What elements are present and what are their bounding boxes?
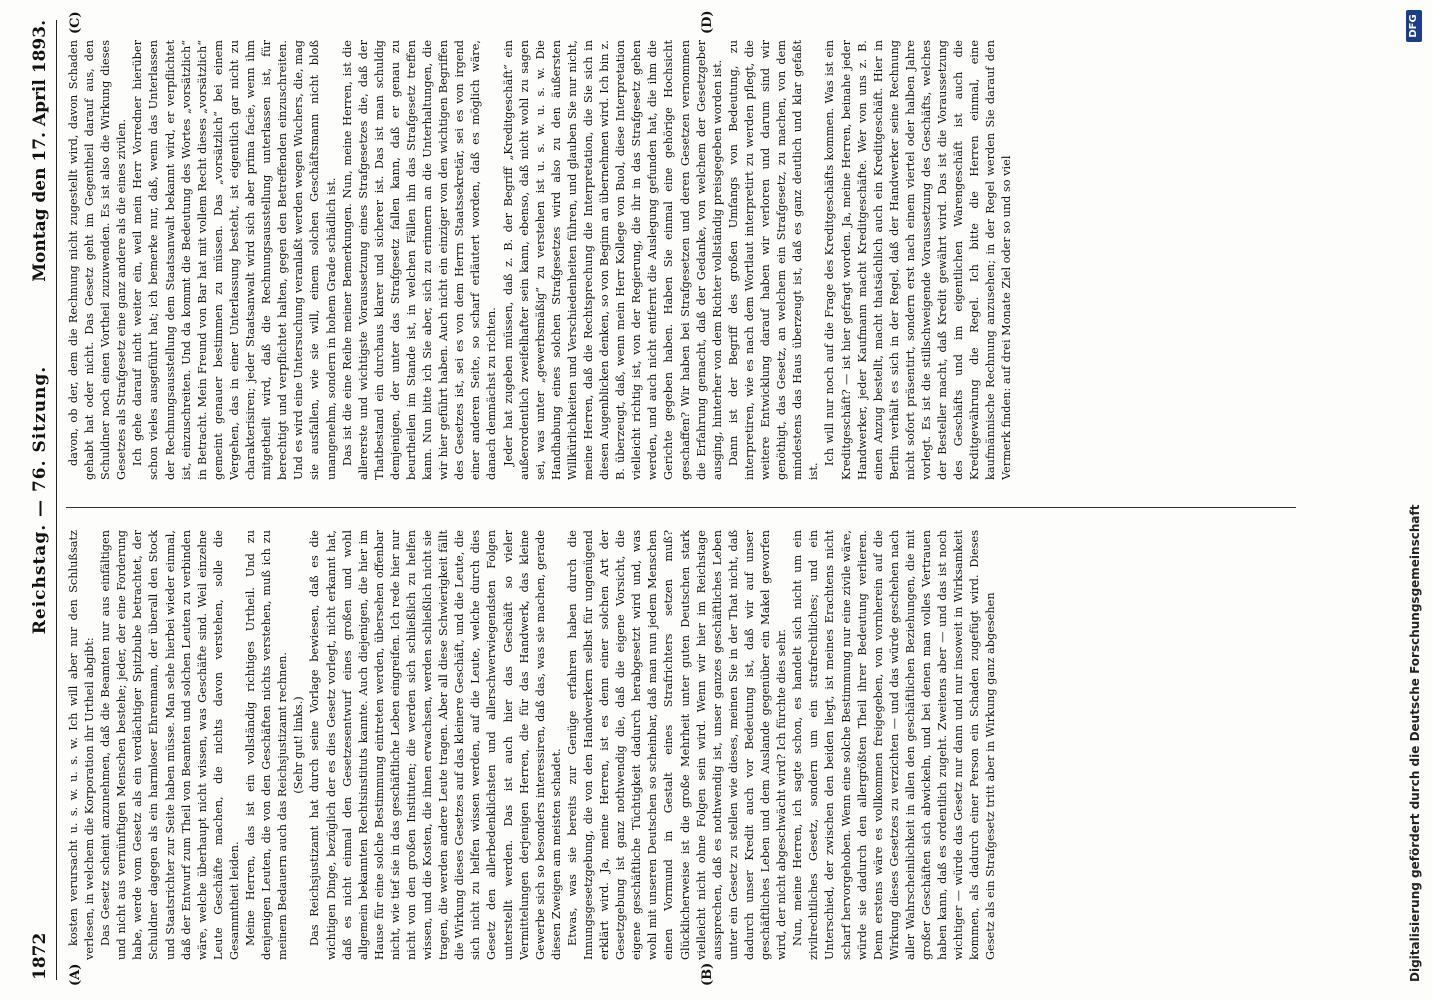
session-date: Montag den 17. April 1893.	[30, 20, 50, 282]
paragraph: Ich will nur noch auf die Frage des Kreditgeschäfts kommen. Was ist ein Kreditgeschäft? — ist hier gefragt worden. Ja, meine Herren, beinahe jeder Handwerker, jeder Kaufmann macht Kreditgeschäfte. Wer von uns z. B. einen Anzug bestellt, macht thatsächlich auch ein Kreditgeschäft. Hier in Berlin verhält es sich in der Regel, daß der Handwerker seine Rechnung nicht sofort präsentirt, sondern erst nach einem viertel oder halben Jahre vorlegt. Es ist die stillschweigende Voraussetzung des Geschäfts, welches der Besteller macht, daß Kredit gewährt wird. Das ist die Voraussetzung des Geschäfts und im eigentlichen Warengeschäft ist auch die Kreditgewährung die Regel. Ich bitte die Herren einmal, eine kaufmännische Rechnung anzusehen; in der Regel werden Sie darauf den Vermerk finden: auf drei Monate Ziel oder so und so viel	[823, 40, 1014, 480]
funding-credit: Digitalisierung gefördert durch die Deutsche Forschungsgemeinschaft	[1408, 504, 1422, 982]
session-title: Reichstag. — 76. Sitzung.	[30, 365, 50, 635]
paragraph: Jeder hat zugeben müssen, daß z. B. der Begriff „Kreditgeschäft“ ein außerordentlich zweifelhafter sein kann, ebenso, daß nicht wohl zu sagen sei, was unter „gewerbsmäßig“ zu verstehen ist u. s. w. u. s. w. Die Handhabung eines solchen Strafgesetzes wird also zu den äußersten Willkürlichkeiten und Verschiedenheiten führen, und glauben Sie nur nicht, meine Herren, daß die Rechtsprechung die Interpretation, die Sie sich in diesen Augenblicken denken, so von Beginn an übernehmen wird. Ich bin z. B. überzeugt, daß, wenn mein Herr Kollege von Buol, diese Interpretation vielleicht richtig ist, von der Regierung, die ihr in das Strafgesetz gehen werden, und auch nicht entfernt die Auslegung gefunden hat, die ihm die Gerichte gegeben haben. Haben Sie einmal eine gehörige Hochsicht geschaffen? Wir haben bei Strafgesetzen und deren Gesetzen vernommen die Erfahrung gemacht, daß der Gedanke, von welchem der Gesetzgeber ausging, hinterher von dem Richter vollständig preisgegeben worden ist.	[501, 40, 724, 480]
margin-mark-c: (C)	[68, 11, 83, 34]
digitization-footer	[1402, 0, 1428, 1000]
paragraph: davon, ob der, dem die Rechnung nicht zugestellt wird, davon Schaden gehabt hat oder nicht. Das Gesetz geht im Gegentheil darauf aus, den Schuldner noch einen Vortheil zuzuwenden. Es ist also die Wirkung dieses Gesetzes als Strafgesetz eine ganz andere als die eines zivilen.	[67, 40, 129, 480]
paragraph: Etwas, was sie bereits zur Genüge erfahren haben durch die Innungsgesetzgebung, die von den Handwerkern selbst für ungenügend erklärt wird. Ja, meine Herren, ist es denn einer solchen Art der Gesetzgebung ist ganz nothwendig die, daß die eigene Vorsicht, die eigene geschäftliche Tüchtigkeit dadurch herabgesetzt wird und, was wohl mit unseren Deutschen so scheinbar, daß man nun jedem Menschen einen Vormund in Gestalt eines Strafrichters setzen muß? Glücklicherweise ist die große Mehrheit unter guten Deutschen stark vielleicht nicht ohne Folgen sein wird. Wenn wir hier im Reichstage aussprechen, daß es nothwendig ist, unser ganzes geschäftliches Leben unter ein Gesetz zu stellen wie dieses, meinen Sie in der That nicht, daß dadurch unser Kredit auch vor Bedeutung ist, daß wir auf unser geschäftliches Leben und dem Auslande gegenüber ein Makel geworfen wird, der nicht abgeschwächt wird? Ich fürchte dies sehr.	[565, 530, 789, 960]
text-column-left	[66, 530, 1296, 960]
margin-mark-b: (B)	[700, 962, 715, 986]
paragraph: Ich gehe darauf nicht weiter ein, weil mein Herr Vorredner hierüber schon vieles ausgeführt hat; ich bemerke nur, daß, wenn das Unterlassen der Rechnungsausstellung dem Staatsanwalt bekannt wird, er verpflichtet ist, einzuschreiten. Und da kommt die Bedeutung des Wortes „vorsätzlich“ in Betracht. Mein Freund von Bar hat mit vollem Recht dieses „vorsätzlich“ gemeint genauer bestimmen zu müssen. Das „vorsätzlich“ bei einem Vergehen, das in einer Unterlassung besteht, ist eigentlich gar nicht zu charakterisiren; jeder Staatsanwalt wird sich aber prima facie, wenn ihm mitgetheilt wird, daß die Rechnungsausstellung unterlassen ist, für berechtigt und verpflichtet halten, gegen den Betreffenden einzuschreiten. Und es wird eine Untersuchung veranlaßt werden wegen Wuchers, die, mag sie ausfallen, wie sie will, einem solchen Geschäftsmann nicht bloß unangenehm, sondern in hohem Grade schädlich ist.	[131, 40, 338, 480]
page-header	[22, 20, 57, 980]
page-number: 1872	[30, 932, 50, 980]
margin-mark-a: (A)	[68, 963, 83, 986]
text-column-right	[66, 40, 1296, 480]
paragraph: Das ist die eine Reihe meiner Bemerkungen. Nun, meine Herren, ist die allererste und wichtigste Voraussetzung eines Strafgesetzes die, daß der Thatbestand ein durchaus klarer und sicherer ist. Das ist man schuldig demjenigen, der unter das Strafgesetz fallen kann, daß er genau zu beurtheilen im Stande ist, in welchen Fällen ihn das Strafgesetz treffen kann. Nun bitte ich Sie aber, sich zu erinnern an die Unterhaltungen, die wir hier geführt haben. Auch nicht ein einziger von den wichtigen Begriffen des Gesetzes ist, sei es von dem Herrn Staatssekretär, sei es von irgend einer anderen Seite, so scharf erläutert worden, daß es möglich wäre, danach demnächst zu richten.	[340, 40, 499, 480]
margin-mark-d: (D)	[700, 10, 715, 34]
paragraph: kosten verursacht u. s. w. u. s. w. Ich will aber nur den Schlußsatz verlesen, in welchem die Korporation ihr Urtheil abgibt:	[67, 530, 97, 960]
paragraph: Meine Herren, das ist ein vollständig richtiges Urtheil. Und zu denjenigen Leuten, die von den Geschäften nichts verstehen, muß ich zu meinem Bedauern auch das Reichsjustizamt rechnen.	[244, 530, 290, 960]
interjection: (Sehr gut! links.)	[292, 696, 306, 794]
paragraph: Nun, meine Herren, ich sagte schon, es handelt sich nicht um ein zivilrechtliches Gesetz, sondern um ein strafrechtliches; und ein Unterschied, der zwischen den beiden liegt, ist meines Erachtens nicht scharf hervorgehoben. Wenn eine solche Bestimmung nur eine zivile wäre, würde sie dadurch den allergrößten Theil ihrer Bedeutung verlieren. Denn erstens wäre es vollkommen freigegeben, von vornherein auf die Wirkung dieses Gesetzes zu verzichten — und das würde geschehen nach aller Wahrscheinlichkeit in allen den geschäftlichen Beziehungen, die mit großer Geschäften sich abwickeln, und bei denen man volles Vertrauen haben kann, daß es ordentlich zugeht. Zweitens aber — und das ist noch wichtiger — würde das Gesetz nur dann und nur insoweit in Wirksamkeit kommen, als dadurch einer Person ein Schaden zugefügt wird. Dieses Gesetz als ein Strafgesetz tritt aber in Wirkung ganz abgesehen	[791, 530, 998, 960]
paragraph: Dann ist der Begriff des großen Umfangs von Bedeutung, zu interpretiren, wie es nach dem Wortlaut interpretirt zu werden pflegt, die weitere Entwicklung darauf haben wir verloren und darum sind wir genöthigt, das Gesetz, an welchem ein Strafgesetz, zu machen, von dem mindestens das Haus überzeugt ist, daß es ganz deutlich und klar gefaßt ist.	[726, 40, 821, 480]
dfg-logo: DFG	[1406, 10, 1422, 42]
paragraph: Das Reichsjustizamt hat durch seine Vorlage bewiesen, daß es die wichtigen Dinge, bezüglich der es dies Gesetz vorlegt, nicht erkannt hat, daß es nicht einmal den Gesetzesentwurf eines großen und wohl allgemein bekannten Rechtsinstituts kannte. Auch diejenigen, die hier im Hause für eine solche Bestimmung eintreten werden, übersehen offenbar nicht, wie tief sie in das geschäftliche Leben eingreifen. Ich rede hier nur nicht von den großen Instituten; die werden sich schließlich zu helfen wissen, und die Kosten, die ihnen erwachsen, werden schließlich nicht sie tragen, die werden andere Leute tragen. Aber all diese Schwierigkeit fällt die Wirkung dieses Gesetzes auf das kleinere Geschäft, und die Leute, die sich nicht zu helfen wissen werden, auf die Leute, welche durch dies Gesetz den allerbedenklichsten und allerschwerwiegendsten Folgen unterstellt werden. Das ist auch hier das Geschäft so vieler Vermittelungen derjenigen Herren, die für das Handwerk, das kleine Gewerbe sich so besonders interessiren, daß das, was sie machen, gerade diesen Zweigen am meisten schadet.	[308, 530, 563, 960]
paragraph: Das Gesetz scheint anzunehmen, daß die Beamten nur aus einfältigen und nicht aus vernünftigen Menschen bestehe; jeder, der eine Forderung habe, werde vom Gesetz als ein verdächtiger Spitzbube betrachtet, der Schuldner dagegen als ein harmloser Ehrenmann, der überall den Stock und Staatsrichter zur Seite haben müsse. Man sehe hierbei wieder einmal, daß der Entwurf zum Theil von Beamten und solchen Leuten zu verbinden wäre, welche überhaupt nicht wissen, was Geschäfte sind. Weil einzelne Leute Geschäfte machen, die nichts davon verstehen, solle die Gesammtheit leiden.	[99, 530, 241, 960]
column-divider	[66, 507, 1296, 508]
